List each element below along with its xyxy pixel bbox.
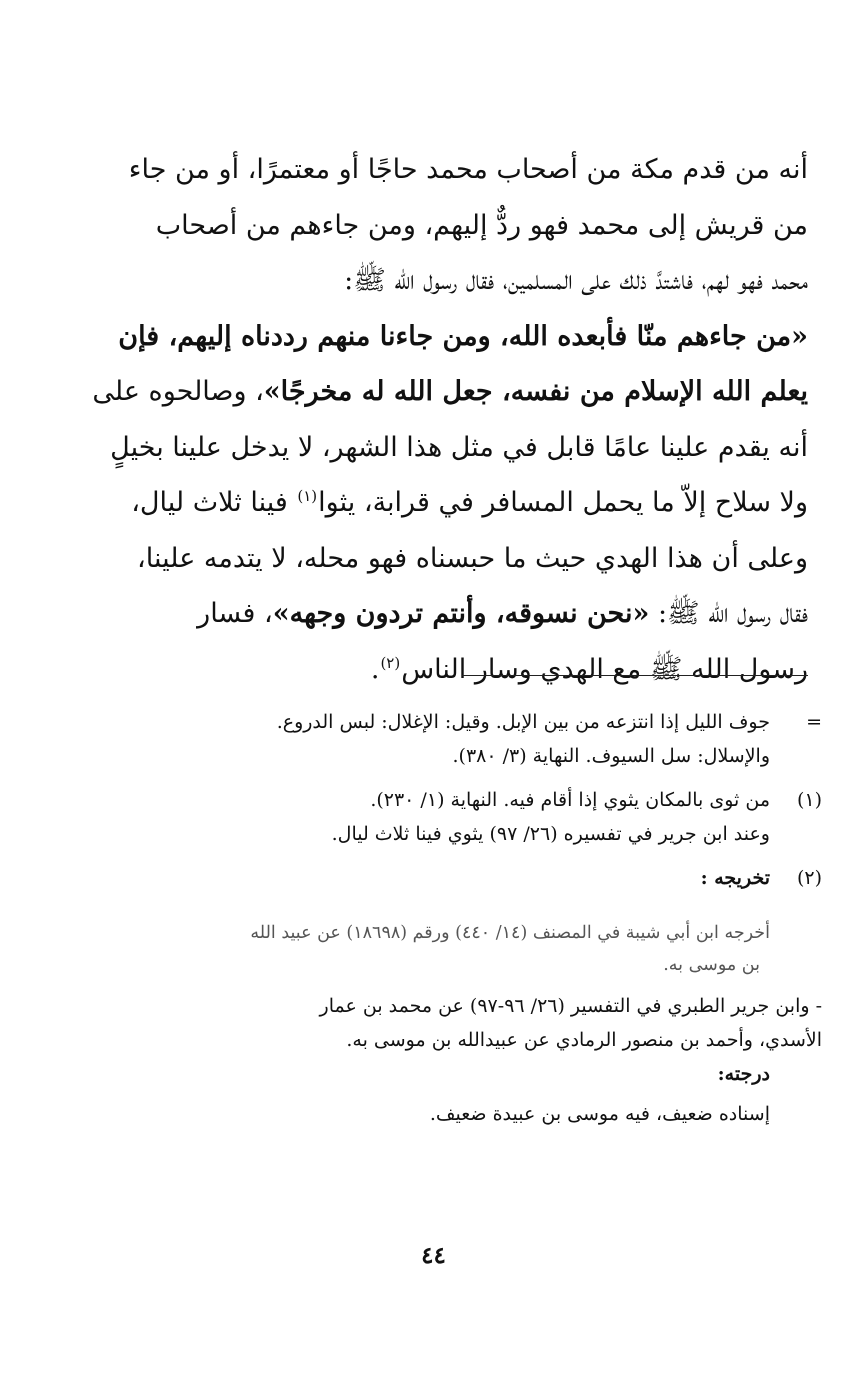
text-line	[80, 309, 808, 365]
tabari-line: الأسدي، وأحمد بن منصور الرمادي عن عبيدالله بن موسى به.	[346, 1029, 822, 1051]
footnote-line: والإسلال: سل السيوف. النهاية (٣/ ٣٨٠).	[452, 745, 770, 767]
text-line	[80, 364, 808, 420]
text-line-10a: رسول الله ﷺ مع الهدي وسار الناس	[401, 653, 808, 685]
prophet-quote-bold: «نحن نسوقه، وأنتم تردون وجهه»	[272, 598, 650, 629]
takhrij-heading: تخريجه :	[700, 867, 770, 889]
hadith-quote-bold-end: يعلم الله الإسلام من نفسه، جعل الله له مخرجًا»	[263, 376, 808, 407]
text-line	[80, 142, 808, 198]
footnotes	[80, 705, 822, 1131]
footnote-line: من ثوى بالمكان يثوي إذا أقام فيه. النهاية (١/ ٢٣٠).	[370, 789, 770, 811]
daraja-section	[80, 1057, 822, 1131]
continuation-marker: =	[806, 711, 822, 733]
text-line-1: أنه من قدم مكة من أصحاب محمد حاجًا أو معتمرًا، أو من جاء	[128, 154, 808, 185]
footnote-line: جوف الليل إذا انتزعه من بين الإبل. وقيل: الإغلال: لبس الدروع.	[276, 711, 770, 733]
text-line	[80, 198, 808, 254]
footnote-ref-1: (١)	[297, 487, 318, 505]
text-line-2: من قريش إلى محمد فهو ردٌّ إليهم، ومن جاءهم من أصحاب	[155, 209, 808, 241]
text-line	[80, 253, 808, 309]
footnote-continuation	[80, 705, 822, 773]
tabari-source	[80, 989, 822, 1057]
takhrij-line: بن موسى به.	[663, 955, 760, 975]
footnote-separator	[462, 675, 808, 676]
text-line-6: أنه يقدم علينا عامًا قابل في مثل هذا الشهر، لا يدخل علينا بخيلٍ	[110, 431, 808, 463]
text-line-10b: .	[370, 653, 380, 685]
footnote-line: وعند ابن جرير في تفسيره (٢٦/ ٩٧) يثوي فينا ثلاث ليال.	[331, 823, 770, 845]
tabari-line: - وابن جرير الطبري في التفسير (٢٦/ ٩٦-٩٧) عن محمد بن عمار	[319, 995, 822, 1017]
text-line-9a: فقال رسول الله ﷺ:	[649, 598, 808, 629]
text-line	[80, 420, 808, 476]
text-line-3: محمد فهو لهم، فاشتدَّ ذلك على المسلمين، فقال رسول الله ﷺ:	[344, 265, 808, 296]
text-line	[80, 531, 808, 587]
footnote-ref-2: (٢)	[380, 653, 401, 672]
takhrij-block	[80, 917, 822, 981]
hadith-quote-bold: «من جاءهم منّا فأبعده الله، ومن جاءنا منهم رددناه إليهم، فإن	[118, 320, 808, 352]
text-line	[80, 586, 808, 642]
footnote-2	[80, 861, 822, 895]
daraja-label: درجته:	[717, 1063, 770, 1085]
daraja-text: إسناده ضعيف، فيه موسى بن عبيدة ضعيف.	[429, 1103, 770, 1125]
footnote-1	[80, 783, 822, 851]
page-number: ٤٤	[421, 1242, 446, 1269]
text-line-8: وعلى أن هذا الهدي حيث ما حبسناه فهو محله، لا يتدمه علينا،	[137, 542, 808, 574]
text-line-5-rest: ، وصالحوه على	[92, 376, 264, 407]
footnote-2-marker: (٢)	[796, 867, 822, 889]
text-line	[80, 475, 808, 531]
text-line-7b: فينا ثلاث ليال،	[131, 487, 297, 518]
main-text	[80, 142, 808, 697]
text-line-7a: ولا سلاح إلاّ ما يحمل المسافر في قرابة، يثوا	[318, 487, 808, 518]
text-line	[80, 642, 808, 698]
text-line-9b: ، فسار	[197, 598, 273, 629]
footnote-1-marker: (١)	[796, 789, 822, 811]
takhrij-line: أخرجه ابن أبي شيبة في المصنف (١٤/ ٤٤٠) ورقم (١٨٦٩٨) عن عبيد الله	[250, 923, 770, 943]
